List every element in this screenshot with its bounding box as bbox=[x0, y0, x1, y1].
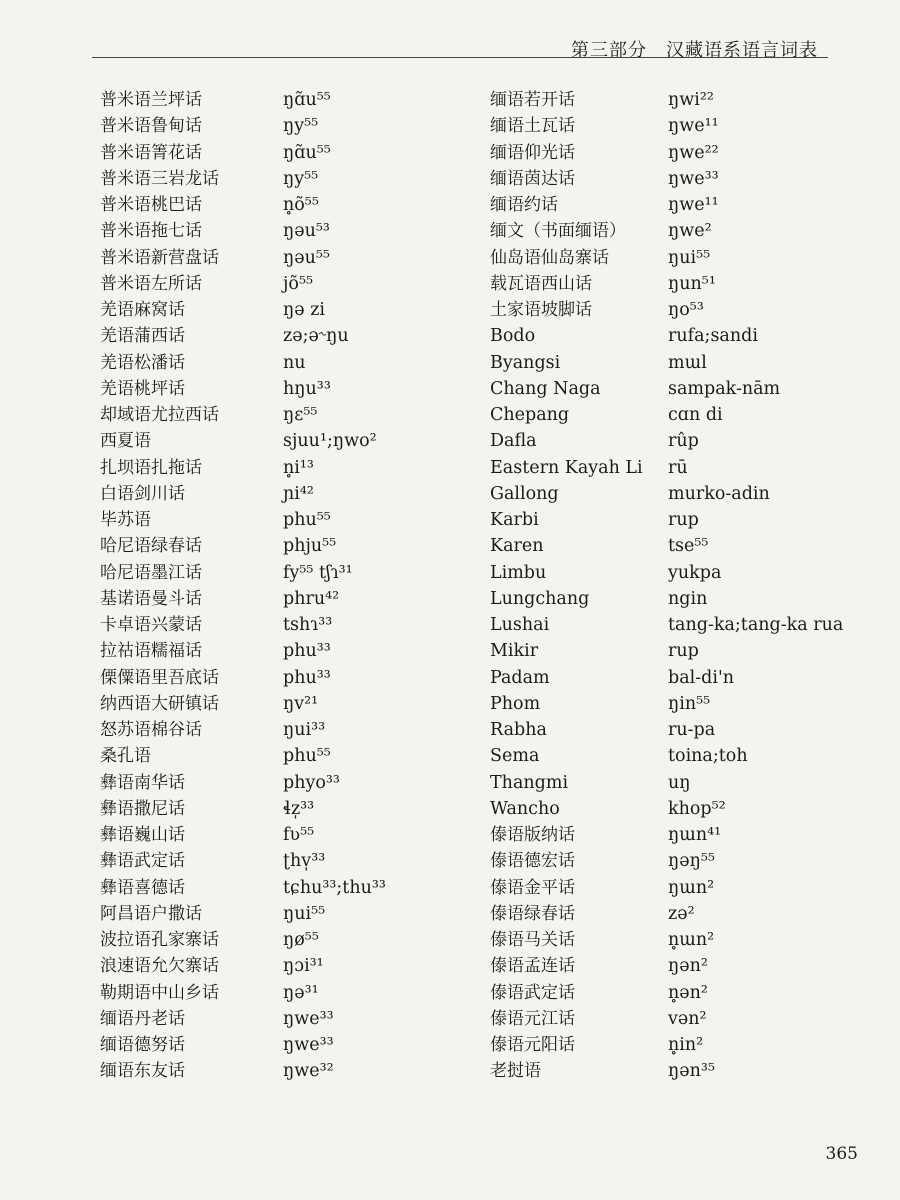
right-language-name: Thangmi bbox=[490, 772, 569, 793]
page-header bbox=[0, 28, 900, 61]
left-word-form: phu⁵⁵ bbox=[283, 510, 331, 530]
right-language-name: 傣语武定话 bbox=[490, 982, 575, 1003]
right-word-form: ŋui⁵⁵ bbox=[668, 247, 711, 268]
table-row bbox=[0, 482, 900, 508]
left-word-form: ŋui³³ bbox=[283, 720, 326, 740]
left-word-form: ŋy⁵⁵ bbox=[283, 168, 319, 189]
left-word-form: ŋv²¹ bbox=[283, 693, 319, 714]
page-number: 365 bbox=[825, 1144, 858, 1164]
left-language-name: 拉祜语糯福话 bbox=[100, 641, 202, 662]
left-word-form: phu³³ bbox=[283, 667, 331, 688]
table-row bbox=[0, 1059, 900, 1085]
left-language-name: 彝语武定话 bbox=[100, 851, 185, 872]
right-language-name: Padam bbox=[490, 667, 550, 688]
left-word-form: tɕhu³³;thu³³ bbox=[283, 877, 386, 898]
left-language-name: 浪速语允欠寨话 bbox=[100, 956, 219, 977]
left-word-form: phju⁵⁵ bbox=[283, 536, 337, 557]
table-row bbox=[0, 324, 900, 350]
table-row bbox=[0, 403, 900, 429]
right-word-form: ŋwi²² bbox=[668, 90, 714, 110]
left-word-form: ŋəu⁵⁵ bbox=[283, 247, 330, 268]
left-word-form: ŋy⁵⁵ bbox=[283, 116, 319, 137]
right-language-name: 缅语茵达话 bbox=[490, 168, 575, 189]
left-word-form: ŋɑ̃u⁵⁵ bbox=[283, 90, 331, 110]
table-row bbox=[0, 298, 900, 324]
table-row bbox=[0, 167, 900, 193]
right-language-name: Rabha bbox=[490, 720, 547, 740]
left-word-form: ŋɛ⁵⁵ bbox=[283, 405, 318, 425]
left-language-name: 普米语桃巴话 bbox=[100, 195, 202, 215]
right-word-form: ŋən³⁵ bbox=[668, 1061, 715, 1082]
left-word-form: ŋø⁵⁵ bbox=[283, 930, 319, 950]
right-word-form: rûp bbox=[668, 431, 699, 452]
left-language-name: 桑孔语 bbox=[100, 746, 151, 767]
table-row bbox=[0, 744, 900, 770]
right-word-form: rū bbox=[668, 457, 688, 478]
right-language-name: 仙岛语仙岛寨话 bbox=[490, 247, 609, 268]
left-word-form: phu³³ bbox=[283, 641, 331, 662]
right-language-name: Sema bbox=[490, 746, 540, 767]
right-word-form: toina;toh bbox=[668, 746, 748, 767]
left-language-name: 哈尼语绿春话 bbox=[100, 536, 202, 557]
left-language-name: 怒苏语棉谷话 bbox=[100, 720, 202, 740]
left-word-form: ŋwe³² bbox=[283, 1061, 334, 1082]
left-language-name: 缅语丹老话 bbox=[100, 1008, 185, 1029]
right-word-form: ŋwe¹¹ bbox=[668, 195, 719, 215]
left-language-name: 傈僳语里吾底话 bbox=[100, 667, 219, 688]
left-word-form: nu bbox=[283, 352, 306, 373]
right-language-name: Dafla bbox=[490, 431, 537, 452]
right-word-form: ŋən² bbox=[668, 956, 708, 977]
word-list-table bbox=[0, 88, 900, 1086]
right-word-form: ŋo⁵³ bbox=[668, 300, 704, 320]
right-language-name: 缅语约话 bbox=[490, 195, 558, 215]
left-language-name: 彝语巍山话 bbox=[100, 825, 185, 845]
right-language-name: Lungchang bbox=[490, 588, 590, 609]
right-language-name: Eastern Kayah Li bbox=[490, 457, 643, 478]
left-word-form: n̥i¹³ bbox=[283, 457, 314, 478]
left-language-name: 白语剑川话 bbox=[100, 483, 185, 504]
left-language-name: 普米语鲁甸话 bbox=[100, 116, 202, 137]
right-word-form: ŋwe¹¹ bbox=[668, 116, 719, 137]
right-word-form: bal-di'n bbox=[668, 667, 735, 688]
left-language-name: 羌语蒲西话 bbox=[100, 326, 185, 347]
table-row bbox=[0, 1033, 900, 1059]
left-language-name: 波拉语孔家寨话 bbox=[100, 930, 219, 950]
table-row bbox=[0, 639, 900, 665]
left-language-name: 羌语麻窝话 bbox=[100, 300, 185, 320]
table-row bbox=[0, 219, 900, 245]
left-word-form: sjuu¹;ŋwo² bbox=[283, 431, 377, 452]
left-word-form: ŋɔi³¹ bbox=[283, 956, 324, 977]
right-word-form: ŋin⁵⁵ bbox=[668, 693, 711, 714]
left-language-name: 纳西语大研镇话 bbox=[100, 693, 219, 714]
left-language-name: 卡卓语兴蒙话 bbox=[100, 615, 202, 635]
left-word-form: ɬz̩³³ bbox=[283, 798, 315, 819]
right-word-form: rup bbox=[668, 510, 699, 530]
right-word-form: ŋun⁵¹ bbox=[668, 273, 716, 294]
right-word-form: ru-pa bbox=[668, 720, 716, 740]
left-word-form: phyo³³ bbox=[283, 772, 340, 793]
left-word-form: ŋui⁵⁵ bbox=[283, 903, 326, 924]
right-language-name: Wancho bbox=[490, 798, 560, 819]
right-language-name: 载瓦语西山话 bbox=[490, 273, 592, 294]
table-row bbox=[0, 587, 900, 613]
left-language-name: 基诺语曼斗话 bbox=[100, 588, 202, 609]
right-language-name: Karen bbox=[490, 536, 544, 557]
right-word-form: yukpa bbox=[668, 562, 722, 583]
right-word-form: rup bbox=[668, 641, 699, 662]
table-row bbox=[0, 88, 900, 114]
left-word-form: ŋəu⁵³ bbox=[283, 221, 330, 242]
left-language-name: 缅语东友话 bbox=[100, 1061, 185, 1082]
right-word-form: tang-ka;tang-ka rua bbox=[668, 615, 844, 635]
right-language-name: 傣语绿春话 bbox=[490, 903, 575, 924]
right-language-name: 傣语金平话 bbox=[490, 877, 575, 898]
left-word-form: phru⁴² bbox=[283, 588, 340, 609]
table-row bbox=[0, 823, 900, 849]
right-language-name: 缅语仰光话 bbox=[490, 142, 575, 163]
left-word-form: ŋə³¹ bbox=[283, 982, 319, 1003]
right-language-name: Chang Naga bbox=[490, 378, 601, 399]
left-word-form: ŋɑ̃u⁵⁵ bbox=[283, 142, 331, 163]
right-language-name: Phom bbox=[490, 693, 541, 714]
right-language-name: 傣语版纳话 bbox=[490, 825, 575, 845]
right-language-name: 缅文（书面缅语） bbox=[490, 221, 626, 242]
left-language-name: 彝语喜德话 bbox=[100, 877, 185, 898]
table-row bbox=[0, 534, 900, 560]
table-row bbox=[0, 797, 900, 823]
table-row bbox=[0, 613, 900, 639]
table-row bbox=[0, 771, 900, 797]
table-row bbox=[0, 456, 900, 482]
left-language-name: 西夏语 bbox=[100, 431, 151, 452]
right-language-name: Chepang bbox=[490, 405, 570, 425]
left-language-name: 普米语左所话 bbox=[100, 273, 202, 294]
table-row bbox=[0, 981, 900, 1007]
right-language-name: 傣语元江话 bbox=[490, 1008, 575, 1029]
right-word-form: ŋwe²² bbox=[668, 142, 719, 163]
right-word-form: n̥ɯn² bbox=[668, 930, 715, 950]
right-language-name: Karbi bbox=[490, 510, 539, 530]
section-title: 第三部分 汉藏语系语言词表 bbox=[571, 40, 818, 61]
left-language-name: 扎坝语扎拖话 bbox=[100, 457, 202, 478]
left-language-name: 普米语拖七话 bbox=[100, 221, 202, 242]
left-language-name: 却域语尤拉西话 bbox=[100, 405, 219, 425]
left-word-form: tshɿ³³ bbox=[283, 615, 333, 635]
left-language-name: 羌语桃坪话 bbox=[100, 378, 185, 399]
left-language-name: 普米语兰坪话 bbox=[100, 90, 202, 110]
table-row bbox=[0, 902, 900, 928]
right-word-form: ŋwe³³ bbox=[668, 168, 719, 189]
header-rule bbox=[92, 57, 828, 58]
left-word-form: jõ⁵⁵ bbox=[283, 273, 313, 294]
right-word-form: cɑn di bbox=[668, 405, 723, 425]
table-row bbox=[0, 954, 900, 980]
right-word-form: n̥ən² bbox=[668, 982, 708, 1003]
right-language-name: 傣语孟连话 bbox=[490, 956, 575, 977]
right-language-name: 傣语马关话 bbox=[490, 930, 575, 950]
table-row bbox=[0, 718, 900, 744]
right-language-name: 缅语土瓦话 bbox=[490, 116, 575, 137]
right-language-name: 老挝语 bbox=[490, 1061, 541, 1082]
right-language-name: Gallong bbox=[490, 483, 559, 504]
right-word-form: sampak-nām bbox=[668, 378, 781, 399]
right-word-form: uŋ bbox=[668, 772, 691, 793]
table-row bbox=[0, 377, 900, 403]
table-row bbox=[0, 1007, 900, 1033]
right-word-form: mɯl bbox=[668, 352, 707, 373]
left-word-form: ŋwe³³ bbox=[283, 1008, 334, 1029]
table-row bbox=[0, 561, 900, 587]
right-word-form: n̥in² bbox=[668, 1035, 704, 1055]
left-word-form: ŋwe³³ bbox=[283, 1035, 334, 1055]
table-row bbox=[0, 928, 900, 954]
right-language-name: 土家语坡脚话 bbox=[490, 300, 592, 320]
right-language-name: Byangsi bbox=[490, 352, 561, 373]
right-word-form: ŋəŋ⁵⁵ bbox=[668, 851, 715, 872]
left-language-name: 普米语三岩龙话 bbox=[100, 168, 219, 189]
right-word-form: tse⁵⁵ bbox=[668, 536, 709, 557]
left-language-name: 羌语松潘话 bbox=[100, 352, 185, 373]
right-word-form: khop⁵² bbox=[668, 798, 726, 819]
table-row bbox=[0, 351, 900, 377]
table-row bbox=[0, 692, 900, 718]
right-word-form: ngin bbox=[668, 588, 708, 609]
right-word-form: vən² bbox=[668, 1008, 707, 1029]
left-language-name: 缅语德努话 bbox=[100, 1035, 185, 1055]
table-row bbox=[0, 849, 900, 875]
table-row bbox=[0, 272, 900, 298]
table-row bbox=[0, 114, 900, 140]
left-word-form: fy⁵⁵ tʃɿ³¹ bbox=[283, 562, 353, 583]
table-row bbox=[0, 193, 900, 219]
left-language-name: 普米语箐花话 bbox=[100, 142, 202, 163]
table-row bbox=[0, 429, 900, 455]
left-word-form: ʈhv̩³³ bbox=[283, 851, 326, 872]
right-word-form: murko-adin bbox=[668, 483, 770, 504]
left-word-form: zə;ə˞ŋu bbox=[283, 326, 349, 347]
right-language-name: Mikir bbox=[490, 641, 539, 662]
left-word-form: hŋu³³ bbox=[283, 378, 331, 399]
left-language-name: 彝语撒尼话 bbox=[100, 798, 185, 819]
left-language-name: 哈尼语墨江话 bbox=[100, 562, 202, 583]
left-language-name: 普米语新营盘话 bbox=[100, 247, 219, 268]
right-language-name: Limbu bbox=[490, 562, 547, 583]
table-row bbox=[0, 508, 900, 534]
left-word-form: ɲi⁴² bbox=[283, 483, 314, 504]
right-language-name: Bodo bbox=[490, 326, 536, 347]
right-language-name: 缅语若开话 bbox=[490, 90, 575, 110]
right-word-form: ŋwe² bbox=[668, 221, 712, 242]
right-language-name: 傣语元阳话 bbox=[490, 1035, 575, 1055]
left-word-form: fʋ⁵⁵ bbox=[283, 825, 315, 845]
table-row bbox=[0, 666, 900, 692]
left-language-name: 彝语南华话 bbox=[100, 772, 185, 793]
left-word-form: ŋə zi bbox=[283, 300, 326, 320]
right-language-name: Lushai bbox=[490, 615, 550, 635]
table-row bbox=[0, 876, 900, 902]
left-language-name: 毕苏语 bbox=[100, 510, 151, 530]
right-word-form: ŋɯn⁴¹ bbox=[668, 825, 722, 845]
right-word-form: zə² bbox=[668, 903, 695, 924]
table-row bbox=[0, 246, 900, 272]
left-language-name: 勒期语中山乡话 bbox=[100, 982, 219, 1003]
left-language-name: 阿昌语户撒话 bbox=[100, 903, 202, 924]
right-word-form: ŋɯn² bbox=[668, 877, 715, 898]
right-language-name: 傣语德宏话 bbox=[490, 851, 575, 872]
left-word-form: phu⁵⁵ bbox=[283, 746, 331, 767]
left-word-form: n̥õ⁵⁵ bbox=[283, 195, 319, 215]
table-row bbox=[0, 141, 900, 167]
right-word-form: rufa;sandi bbox=[668, 326, 758, 347]
